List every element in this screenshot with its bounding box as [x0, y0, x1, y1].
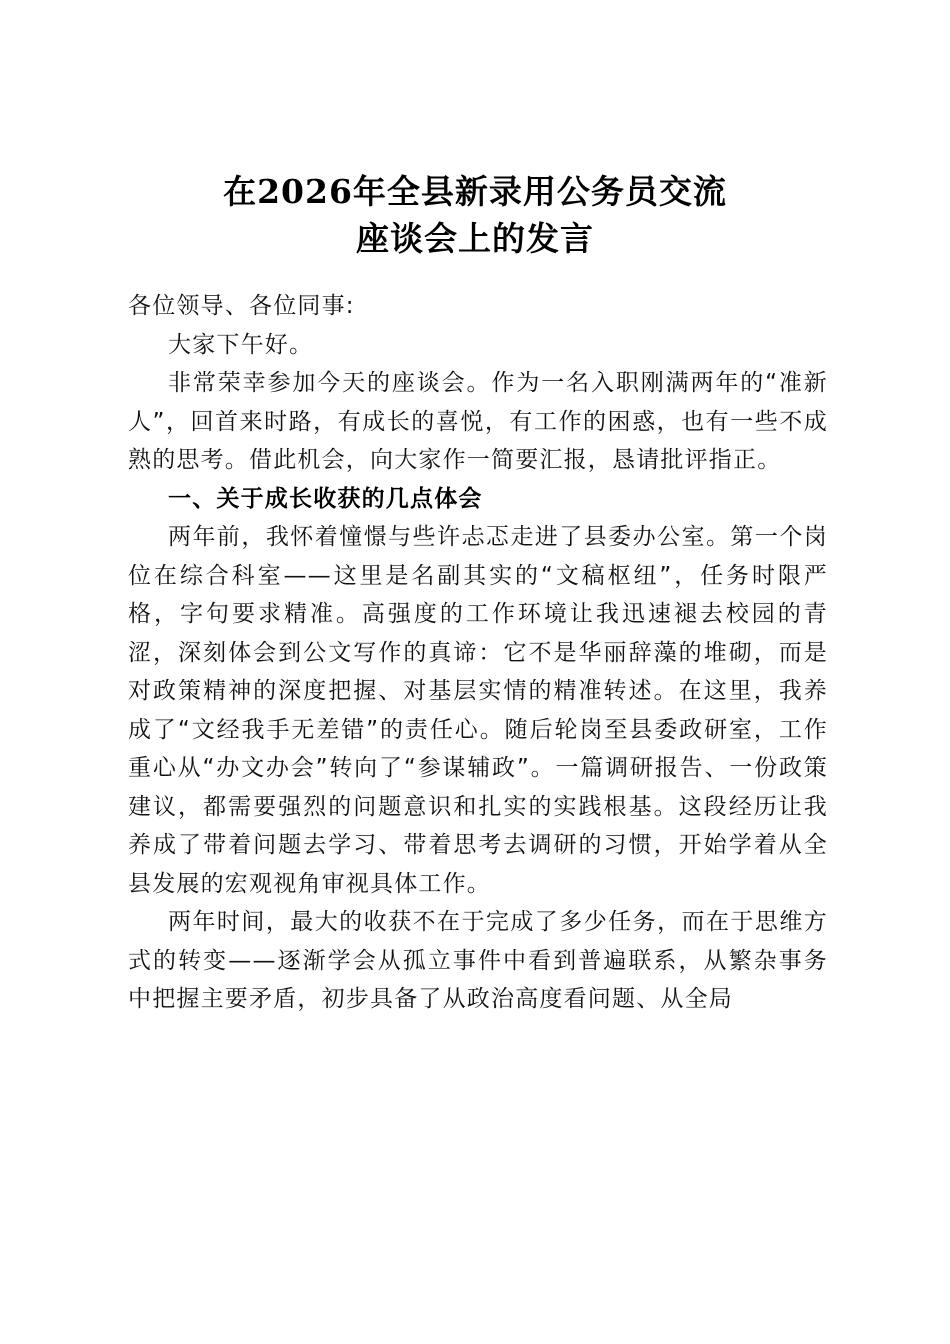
section-heading: 一、关于成长收获的几点体会	[168, 485, 483, 512]
body-paragraph: 两年前，我怀着憧憬与些许忐忑走进了县委办公室。第一个岗位在综合科室——这里是名副其实的“文稿枢纽”，任务时限严格，字句要求精准。高强度的工作环境让我迅速褪去校园的青涩，深刻体会到公文写作的真谛：它不是华丽辞藻的堆砌，而是对政策精神的深度把握、对基层实情的精准转述。在这里，我养成了“文经我手无差错”的责任心。随后轮岗至县委政研室，工作重心从“办文办会”转向了“参谋辅政”。一篇调研报告、一份政策建议，都需要强烈的问题意识和扎实的实践根基。这段经历让我养成了带着问题去学习、带着思考去调研的习惯，开始学着从全县发展的宏观视角审视具体工作。	[128, 524, 828, 897]
intro-paragraph: 非常荣幸参加今天的座谈会。作为一名入职刚满两年的“准新人”，回首来时路，有成长的喜悦，有工作的困惑，也有一些不成熟的思考。借此机会，向大家作一简要汇报，恳请批评指正。	[128, 370, 828, 473]
title-line-2: 座谈会上的发言	[356, 219, 594, 258]
salutation: 各位领导、各位同事:	[128, 293, 355, 319]
body-paragraph: 两年时间，最大的收获不在于完成了多少任务，而在于思维方式的转变——逐渐学会从孤立事件中看到普遍联系，从繁杂事务中把握主要矛盾，初步具备了从政治高度看问题、从全局	[128, 909, 828, 1012]
document-title	[0, 168, 950, 262]
title-line-1: 在2026年全县新录用公务员交流	[223, 172, 727, 211]
greeting: 大家下午好。	[168, 331, 314, 358]
document-body	[128, 287, 828, 1019]
